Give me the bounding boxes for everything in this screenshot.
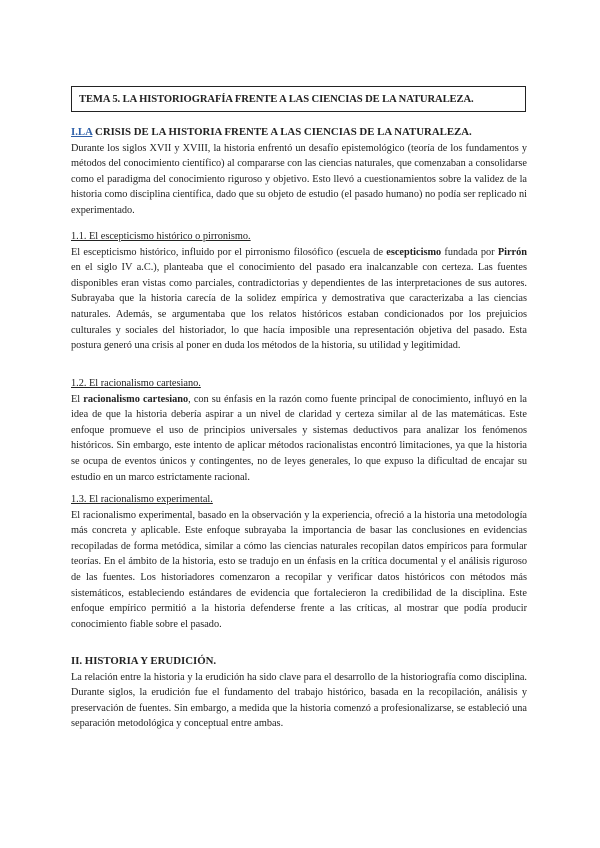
text-run: , con su énfasis en la razón como fuente principal de conocimiento, influyó en la idea de que la historia debería aspirar a un nivel de claridad y certeza similar al de las matemáticas. Este enfoque promueve el uso de principios universales y sistemas deductivos para analizar los fenómenos históricos. Sin embargo, este intento de aplicar métodos racionalistas encontró limitaciones, ya que la historia se ocupa de eventos únicos y contingentes, no de leyes generales, lo que expuso la dificultad de encajar su estudio en un marco estrictamente racional.	[71, 393, 527, 483]
section-1-2-heading: 1.2. El racionalismo cartesiano.	[71, 378, 201, 389]
section-1-2-paragraph	[71, 392, 527, 486]
section-1-1-heading: 1.1. El escepticismo histórico o pirronismo.	[71, 231, 251, 242]
section-1-1-paragraph	[71, 245, 527, 354]
bold-term-pirron: Pirrón	[497, 246, 527, 258]
section-1-title: CRISIS DE LA HISTORIA FRENTE A LAS CIENCIAS DE LA NATURALEZA.	[95, 126, 472, 138]
section-1-heading	[71, 125, 527, 141]
text-run: fundada por	[441, 246, 498, 258]
section-1	[71, 125, 527, 219]
bold-term-escepticismo: escepticismo	[386, 246, 442, 258]
text-run: en el siglo IV a.C.), planteaba que el conocimiento del pasado era inalcanzable con certeza. Las fuentes disponibles eran vistas como parciales, contradictorias y dependientes de las interpretaciones de sus autores. Subrayaba que la historia carecía de la solidez empírica y demostrativa que caracterizaba a las ciencias naturales. Además, se argumentaba que los relatos históricos estaban condicionados por los prejuicios culturales y sociales del historiador, lo que hacía imposible una representación objetiva del pasado. Esta postura generó una crisis al poner en duda los métodos de la historia, su utilidad y legitimidad.	[71, 262, 527, 352]
section-1-number-link[interactable]: I.LA	[71, 126, 93, 138]
section-1-3	[71, 492, 527, 632]
text-run: El	[71, 393, 84, 405]
text-run: El escepticismo histórico, influido por el pirronismo filosófico (escuela de	[71, 246, 387, 258]
section-1-3-paragraph: El racionalismo experimental, basado en la observación y la experiencia, ofreció a la historia una metodología más concreta y aplicable. Este enfoque subrayaba la importancia de basar las conclusiones en evidencias recopiladas de forma metódica, similar a cómo las ciencias naturales recopilan datos empíricos para formular teorías. En el ámbito de la historia, esto se tradujo en un énfasis en la crítica documental y el análisis riguroso de las fuentes. Los historiadores comenzaron a recopilar y verificar datos históricos con métodos más sistemáticos, estableciendo estándares de evidencia que fortalecieron la credibilidad de la disciplina. Este enfoque empírico permitió a la historia defenderse frente a las críticas, al mostrar que podía producir conocimiento fiable sobre el pasado.	[71, 509, 527, 630]
section-1-3-heading: 1.3. El racionalismo experimental.	[71, 494, 213, 505]
section-1-2	[71, 376, 527, 485]
section-1-1	[71, 229, 527, 354]
section-1-paragraph: Durante los siglos XVII y XVIII, la historia enfrentó un desafío epistemológico (teoría de los fundamentos y métodos del conocimiento científico) al compararse con las ciencias naturales, que comenzaban a consolidarse como el paradigma del conocimiento riguroso y objetivo. Esto llevó a cuestionamientos sobre la validez de la historia como disciplina científica, dado que su objeto de estudio (el pasado humano) no podía ser replicado ni experimentado.	[71, 142, 527, 216]
section-2-heading: II. HISTORIA Y ERUDICIÓN.	[71, 655, 217, 667]
section-2-paragraph: La relación entre la historia y la erudición ha sido clave para el desarrollo de la historiografía como disciplina. Durante siglos, la erudición fue el fundamento del trabajo histórico, basada en la recopilación, análisis y preservación de fuentes. Sin embargo, a medida que la historia comenzó a profesionalizarse, se estableció una separación metodológica y conceptual entre ambas.	[71, 671, 527, 730]
section-2	[71, 654, 527, 732]
document-title: TEMA 5. LA HISTORIOGRAFÍA FRENTE A LAS CIENCIAS DE LA NATURALEZA.	[71, 86, 526, 112]
bold-term-racionalismo-cartesiano: racionalismo cartesiano	[83, 393, 189, 405]
